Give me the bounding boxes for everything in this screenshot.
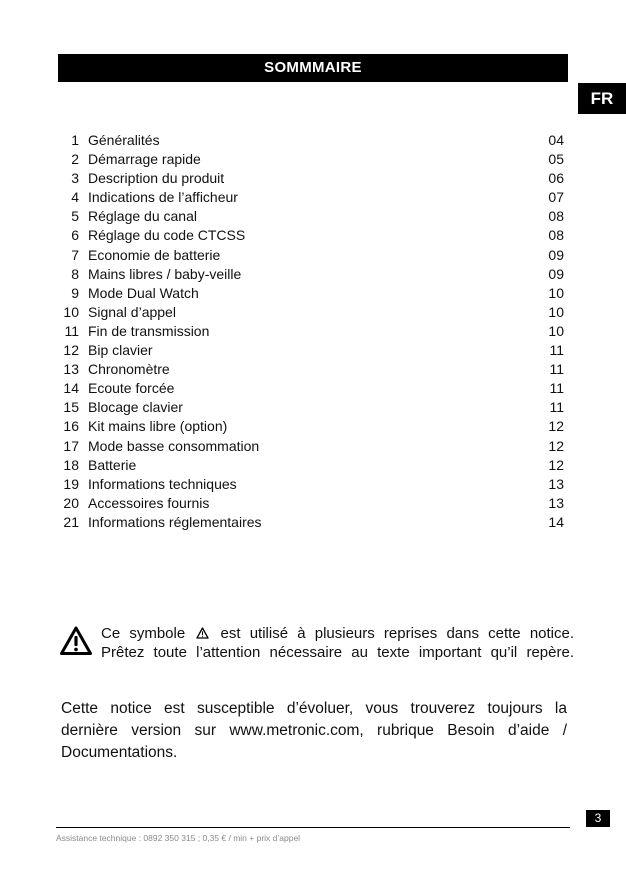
toc-entry-label: Accessoires fournis <box>88 494 210 511</box>
toc-entry-page: 12 <box>548 418 564 435</box>
footer-divider <box>56 827 570 828</box>
toc-entry <box>58 188 564 207</box>
toc-entry-page: 05 <box>548 151 564 168</box>
toc-entry-number: 12 <box>63 342 79 359</box>
toc-entry-page: 11 <box>549 380 564 397</box>
toc-entry-label: Informations réglementaires <box>88 513 262 530</box>
toc-entry <box>58 379 564 398</box>
page-number: 3 <box>586 810 610 827</box>
toc-entry-page: 12 <box>548 456 564 473</box>
toc-entry-label: Kit mains libre (option) <box>88 418 228 435</box>
warning-note <box>60 624 574 664</box>
toc-entry <box>58 131 564 150</box>
toc-entry-number: 16 <box>63 418 79 435</box>
toc-entry-number: 8 <box>71 265 79 282</box>
toc-entry-number: 17 <box>63 437 79 454</box>
toc-entry <box>58 398 564 417</box>
toc-entry-page: 11 <box>549 342 564 359</box>
warning-text <box>101 624 574 662</box>
toc-entry-number: 19 <box>63 475 79 492</box>
notice-paragraph <box>61 698 567 764</box>
toc-entry-page: 11 <box>549 399 564 416</box>
toc-entry-number: 4 <box>71 189 79 206</box>
notice-line-3: Documentations. <box>61 744 178 761</box>
toc-entry-page: 13 <box>548 494 564 511</box>
language-tab: FR <box>578 83 626 114</box>
toc-entry <box>58 265 564 284</box>
toc-entry-page: 06 <box>548 170 564 187</box>
toc-entry-page: 08 <box>548 208 564 225</box>
warning-triangle-icon <box>60 626 92 656</box>
toc-entry-label: Informations techniques <box>88 475 237 492</box>
toc-entry-label: Signal d’appel <box>88 303 176 320</box>
toc-entry-page: 10 <box>548 322 564 339</box>
toc-entry-label: Blocage clavier <box>88 399 183 416</box>
toc-entry <box>58 303 564 322</box>
toc-entry-number: 18 <box>63 456 79 473</box>
toc-entry-number: 7 <box>71 246 79 263</box>
toc-entry-page: 14 <box>548 513 564 530</box>
toc-entry <box>58 284 564 303</box>
toc-entry <box>58 456 564 475</box>
toc-entry-page: 12 <box>548 437 564 454</box>
toc-entry-page: 07 <box>548 189 564 206</box>
toc-entry <box>58 207 564 226</box>
toc-entry-label: Economie de batterie <box>88 246 221 263</box>
toc-entry-number: 20 <box>63 494 79 511</box>
warning-line-1-before: Ce symbole <box>101 625 186 642</box>
toc-entry <box>58 475 564 494</box>
toc-entry-label: Chronomètre <box>88 361 170 378</box>
toc-entry-page: 11 <box>549 361 564 378</box>
toc-entry <box>58 494 564 513</box>
warning-line-1 <box>101 624 574 643</box>
toc-entry-number: 21 <box>63 513 79 530</box>
table-of-contents <box>58 131 564 532</box>
notice-line-2: dernière version sur www.metronic.com, rubrique Besoin d’aide / <box>61 722 567 739</box>
warning-line-1-after: est utilisé à plusieurs reprises dans cette notice. <box>220 625 575 642</box>
toc-entry-label: Mode Dual Watch <box>88 284 199 301</box>
toc-entry-label: Bip clavier <box>88 342 153 359</box>
toc-entry-label: Ecoute forcée <box>88 380 175 397</box>
toc-entry-label: Réglage du canal <box>88 208 197 225</box>
toc-entry <box>58 341 564 360</box>
toc-entry-page: 09 <box>548 265 564 282</box>
toc-entry <box>58 513 564 532</box>
toc-entry-label: Mains libres / baby-veille <box>88 265 242 282</box>
toc-entry-number: 11 <box>64 322 79 339</box>
toc-entry-number: 2 <box>71 151 79 168</box>
toc-entry-label: Indications de l’afficheur <box>88 189 238 206</box>
toc-entry-number: 3 <box>71 170 79 187</box>
toc-entry-number: 9 <box>71 284 79 301</box>
warning-line-2: Prêtez toute l’attention nécessaire au texte important qu’il repère. <box>101 644 574 661</box>
toc-entry <box>58 417 564 436</box>
toc-entry-page: 10 <box>548 284 564 301</box>
toc-entry-label: Réglage du code CTCSS <box>88 227 246 244</box>
support-footer-text: Assistance technique : 0892 350 315 ; 0,35 € / min + prix d’appel <box>56 833 301 843</box>
toc-entry-page: 09 <box>548 246 564 263</box>
toc-entry <box>58 360 564 379</box>
notice-line-1: Cette notice est susceptible d’évoluer, vous trouverez toujours la <box>61 700 567 717</box>
toc-entry-number: 1 <box>71 132 79 148</box>
toc-entry-label: Généralités <box>88 132 160 148</box>
toc-entry-number: 15 <box>63 399 79 416</box>
toc-entry-page: 04 <box>548 132 564 148</box>
toc-entry-label: Batterie <box>88 456 137 473</box>
toc-entry <box>58 322 564 341</box>
toc-entry <box>58 169 564 188</box>
toc-entry-label: Description du produit <box>88 170 225 187</box>
toc-entry-label: Démarrage rapide <box>88 151 201 168</box>
page-title: SOMMMAIRE <box>58 54 568 82</box>
toc-entry-label: Fin de transmission <box>88 322 210 339</box>
toc-entry-number: 6 <box>71 227 79 244</box>
toc-entry-page: 13 <box>548 475 564 492</box>
toc-entry-number: 14 <box>63 380 79 397</box>
toc-entry <box>58 226 564 245</box>
toc-entry-label: Mode basse consommation <box>88 437 260 454</box>
toc-entry-page: 08 <box>548 227 564 244</box>
toc-entry-number: 5 <box>71 208 79 225</box>
toc-entry-page: 10 <box>548 303 564 320</box>
toc-entry <box>58 437 564 456</box>
toc-entry <box>58 246 564 265</box>
inline-warning-icon <box>196 627 209 639</box>
toc-entry-number: 13 <box>63 361 79 378</box>
toc-entry-number: 10 <box>63 303 79 320</box>
toc-entry <box>58 150 564 169</box>
